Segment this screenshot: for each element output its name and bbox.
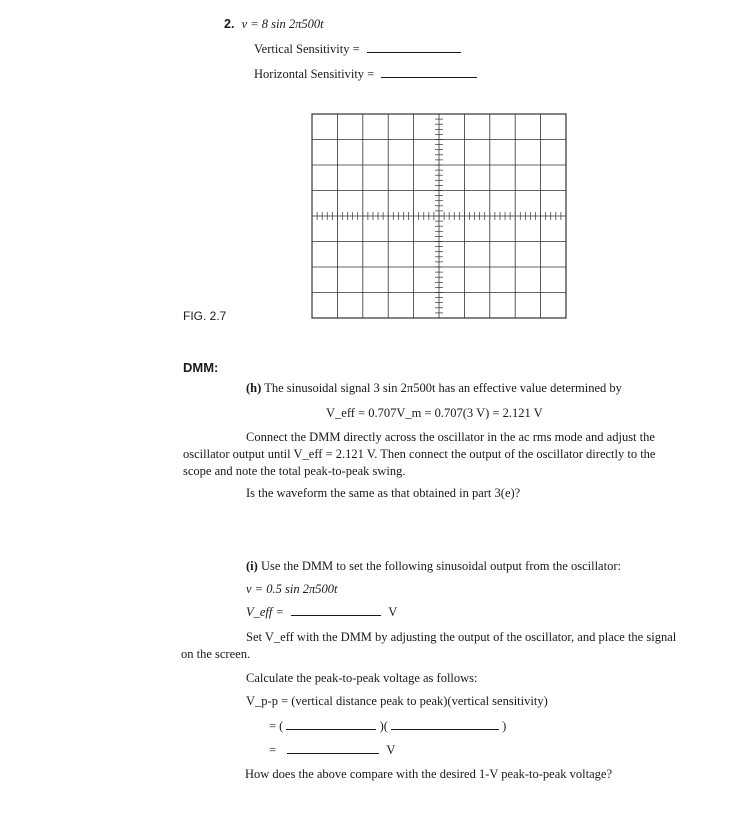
eq-close: ) — [502, 719, 507, 733]
veff-blank[interactable] — [291, 605, 381, 616]
set-veff-paragraph — [181, 629, 693, 663]
vpp-result-row — [269, 743, 395, 758]
eq-equals: = — [269, 743, 277, 757]
vertical-sensitivity-row — [254, 42, 461, 57]
vpp-result-blank[interactable] — [287, 743, 379, 754]
vertical-sensitivity-blank[interactable] — [367, 42, 461, 53]
veff-unit: V — [388, 605, 398, 619]
part-i-question: How does the above compare with the desired 1-V peak-to-peak voltage? — [245, 767, 612, 781]
part-i-equation: v = 0.5 sin 2π500t — [246, 582, 338, 596]
vertical-distance-blank[interactable] — [286, 719, 376, 730]
part-h-intro — [246, 381, 622, 396]
part-i-intro — [246, 559, 621, 574]
eq-open: = ( — [269, 719, 284, 733]
result-unit: V — [386, 743, 396, 757]
problem-2-equation: v = 8 sin 2π500t — [241, 17, 324, 31]
part-h-paragraph — [183, 429, 691, 480]
horizontal-sensitivity-row — [254, 67, 477, 82]
veff-row — [246, 605, 397, 620]
figure-label: FIG. 2.7 — [183, 309, 227, 323]
horizontal-sensitivity-label: Horizontal Sensitivity = — [254, 67, 375, 81]
problem-2-header — [224, 17, 324, 32]
part-h-para-line2: oscillator output until V_eff = 2.121 V. Then connect the output of the oscillator directly to the — [183, 446, 656, 461]
vertical-sensitivity-value-blank[interactable] — [391, 719, 499, 730]
part-h-para-line3: scope and note the total peak-to-peak swing. — [183, 463, 406, 478]
part-i-intro-text: Use the DMM to set the following sinusoidal output from the oscillator: — [260, 559, 621, 573]
part-h-formula: V_eff = 0.707V_m = 0.707(3 V) = 2.121 V — [326, 406, 543, 420]
dmm-heading: DMM: — [183, 360, 219, 375]
veff-label: V_eff = — [246, 605, 284, 619]
part-h-para-line1: Connect the DMM directly across the oscillator in the ac rms mode and adjust the — [246, 430, 655, 444]
problem-number: 2. — [224, 17, 235, 31]
calc-intro: Calculate the peak-to-peak voltage as follows: — [246, 671, 478, 685]
oscilloscope-grid — [310, 112, 570, 322]
part-i-letter: (i) — [246, 559, 258, 573]
part-h-question: Is the waveform the same as that obtained in part 3(e)? — [246, 486, 521, 500]
horizontal-sensitivity-blank[interactable] — [381, 67, 477, 78]
eq-mid: )( — [379, 719, 388, 733]
part-h-letter: (h) — [246, 381, 262, 395]
set-veff-line1: Set V_eff with the DMM by adjusting the output of the oscillator, and place the signal — [246, 630, 677, 644]
set-veff-line2: on the screen. — [181, 646, 251, 661]
part-h-intro-text: The sinusoidal signal 3 sin 2π500t has an effective value determined by — [264, 381, 622, 395]
vertical-sensitivity-label: Vertical Sensitivity = — [254, 42, 360, 56]
vpp-product-row — [269, 719, 506, 734]
vpp-line: V_p-p = (vertical distance peak to peak)(vertical sensitivity) — [246, 694, 548, 708]
